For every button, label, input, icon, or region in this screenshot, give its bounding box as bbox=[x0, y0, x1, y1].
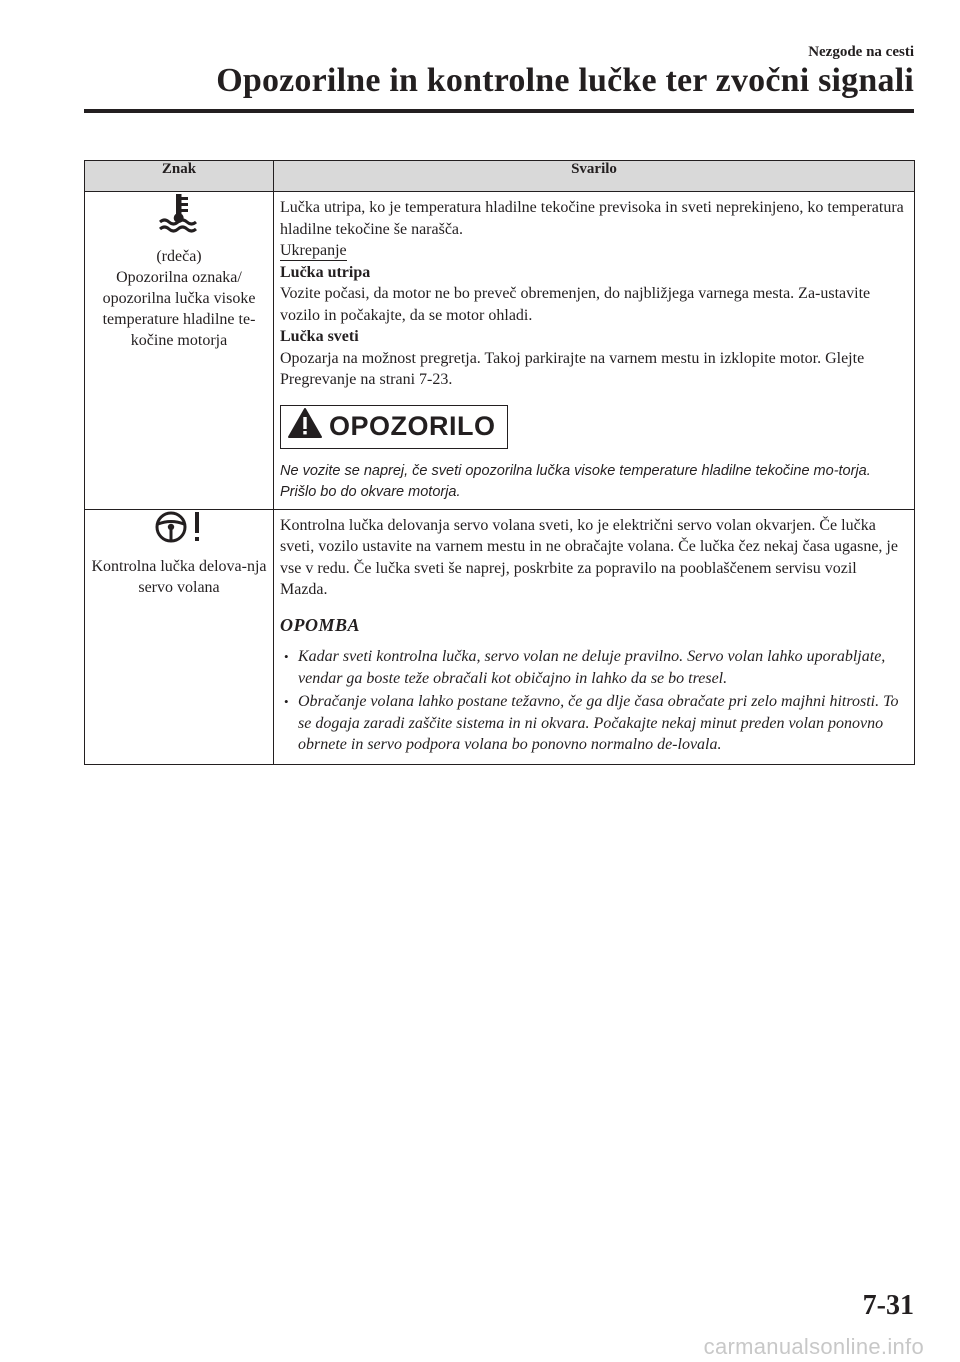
page-title: Opozorilne in kontrolne lučke ter zvočni signali bbox=[216, 62, 914, 99]
table-row bbox=[85, 509, 915, 764]
warning-banner bbox=[280, 405, 508, 449]
section-label: Nezgode na cesti bbox=[808, 44, 914, 60]
note-title: OPOMBA bbox=[280, 614, 361, 635]
title-rule bbox=[84, 109, 914, 113]
page-number: 7-31 bbox=[862, 1290, 914, 1321]
warning-label: OPOZORILO bbox=[329, 410, 496, 441]
description-cell bbox=[274, 192, 915, 510]
sign-label: Kontrolna lučka delova-nja servo volana bbox=[91, 557, 267, 596]
column-header-warning: Svarilo bbox=[274, 161, 915, 192]
description-cell bbox=[274, 509, 915, 764]
ukrepanje-heading: Ukrepanje bbox=[280, 242, 347, 259]
lit-heading: Lučka sveti bbox=[280, 328, 359, 345]
table-row bbox=[85, 192, 915, 510]
sign-color-label: (rdeča) bbox=[156, 248, 202, 265]
lit-text: Opozarja na možnost pregretja. Takoj parkirajte na varnem mestu in izklopite motor. Glejte Pregrevanje na strani 7-23. bbox=[280, 349, 865, 388]
warning-triangle-icon bbox=[287, 407, 323, 446]
note-list bbox=[280, 646, 908, 756]
warning-lights-table bbox=[84, 160, 915, 765]
warning-text: Ne vozite se naprej, če sveti opozorilna lučka visoke temperature hladilne tekočine mo-torja. Prišlo bo do okvare motorja. bbox=[280, 462, 871, 500]
sign-cell bbox=[85, 509, 274, 764]
watermark: carmanualsonline.info bbox=[703, 1334, 924, 1359]
sign-label: Opozorilna oznaka/ opozorilna lučka visoke temperature hladilne te-kočine motorja bbox=[102, 269, 256, 349]
blink-heading: Lučka utripa bbox=[280, 263, 371, 281]
sign-cell bbox=[85, 192, 274, 510]
power-steering-warning-icon bbox=[89, 510, 269, 550]
description-intro: Kontrolna lučka delovanja servo volana sveti, ko je električni servo volan okvarjen. Če lučka sveti, vozilo ustavite na varnem mestu in ne obračajte volana. Če lučka čez nekaj časa ugasne, je vse v redu. Če lučka sveti še naprej, poskrbite za popravilo na pooblaščenem servisu vozil Mazda. bbox=[280, 516, 898, 598]
description-intro: Lučka utripa, ko je temperatura hladilne tekočine previsoka in sveti neprekinjeno, ko temperatura hladilne tekočine še narašča. bbox=[280, 199, 904, 238]
blink-text: Vozite počasi, da motor ne bo preveč obremenjen, do najbližjega varnega mesta. Za-ustavite vozilo in počakajte, da se motor ohladi. bbox=[280, 285, 871, 324]
list-item: • Obračanje volana lahko postane težavno, če ga dlje časa obračate pri zelo majhni hitrosti. To se dogaja zaradi zaščite sistema in ni okvara. Počakajte nekaj minut preden volan ponovno obrnete in servo podpora volana bo ponovno normalno de-lovala. bbox=[280, 691, 908, 756]
table-header-row bbox=[85, 161, 915, 192]
column-header-sign: Znak bbox=[85, 161, 274, 192]
coolant-temperature-icon bbox=[89, 192, 269, 240]
list-item: • Kadar sveti kontrolna lučka, servo volan ne deluje pravilno. Servo volan lahko uporabljate, vendar ga boste teže obračali kot običajno in lahko da se bo tresel. bbox=[280, 646, 908, 689]
